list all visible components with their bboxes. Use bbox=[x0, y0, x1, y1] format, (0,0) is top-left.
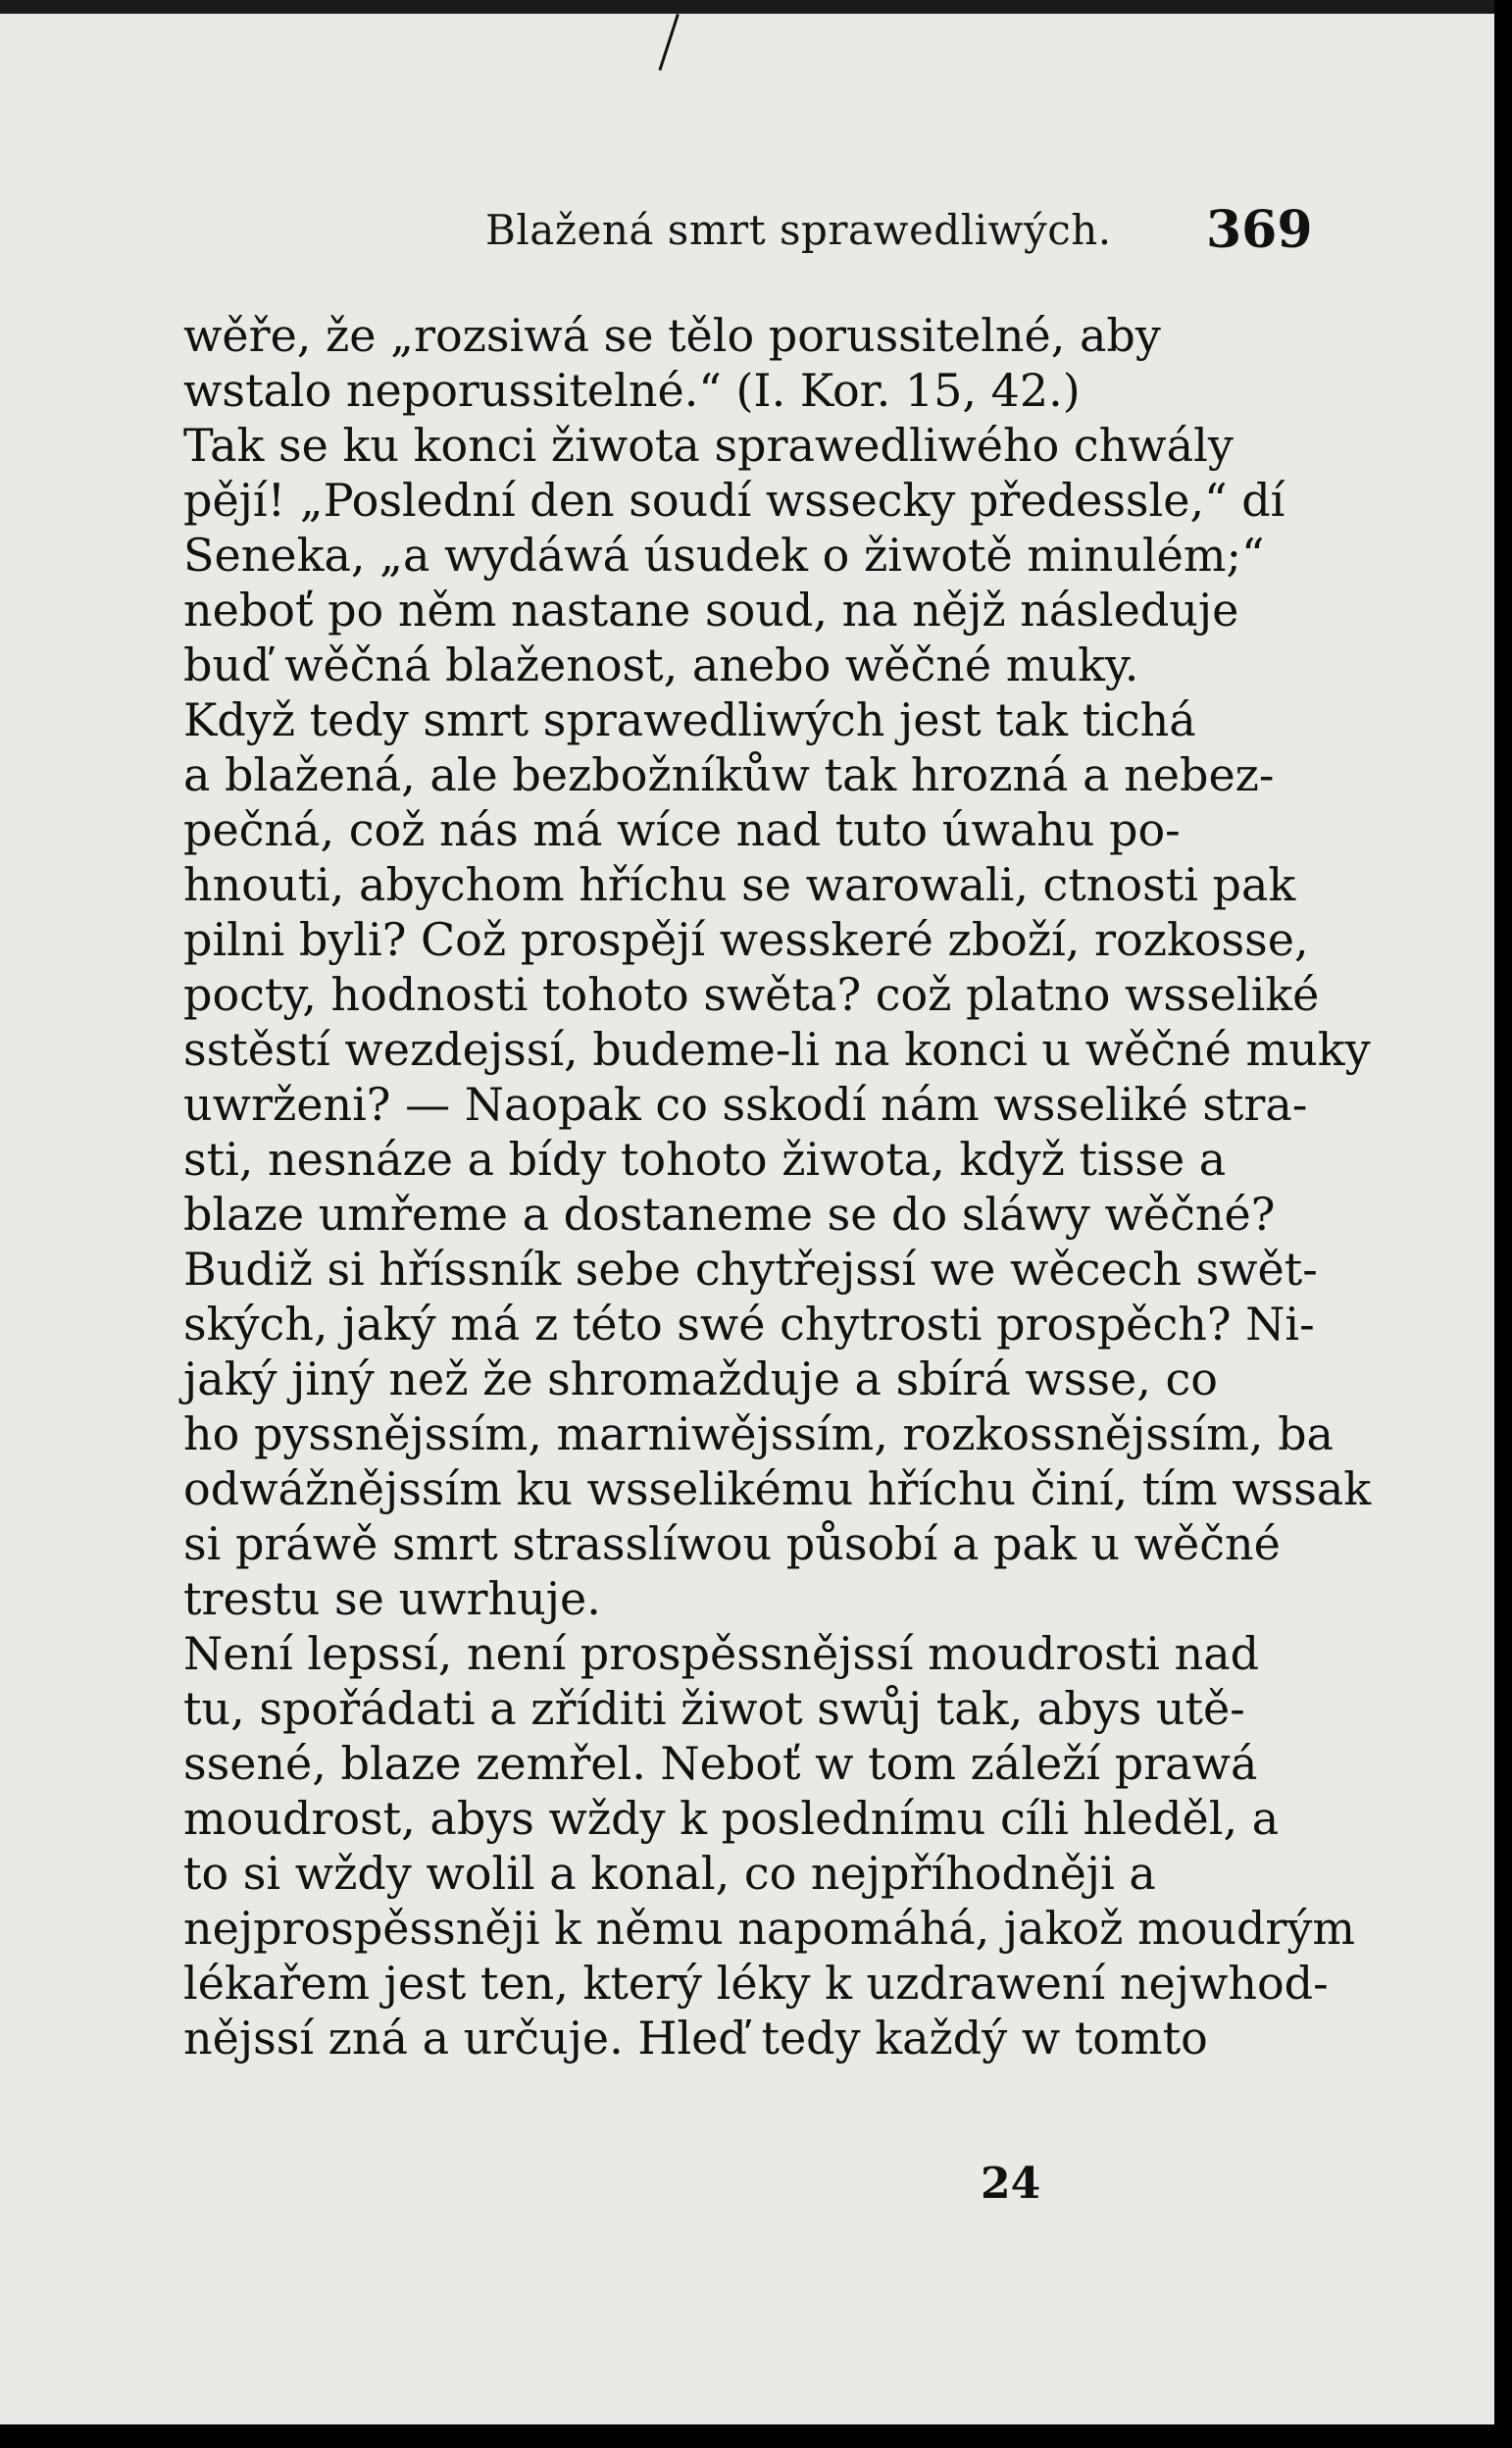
text-line: ho pyssnějssím, marniwějssím, rozkossnějssím, ba bbox=[183, 1407, 1334, 1460]
text-line: wstalo neporussitelné.“ (I. Kor. 15, 42.) bbox=[183, 364, 1081, 417]
text-line: to si wždy wolil a konal, co nejpříhodněji a bbox=[183, 1847, 1156, 1900]
body-text bbox=[183, 308, 1372, 2066]
text-line: trestu se uwrhuje. bbox=[183, 1572, 601, 1625]
signature-mark: 24 bbox=[981, 2159, 1041, 2209]
text-line: tu, spořádati a zříditi žiwot swůj tak, abys utě- bbox=[183, 1682, 1245, 1735]
text-line: pocty, hodnosti tohoto swěta? což platno wsseliké bbox=[183, 968, 1320, 1021]
text-line: si práwě smrt strasslíwou působí a pak u wěčné bbox=[183, 1517, 1281, 1570]
text-line: hnouti, abychom hříchu se warowali, ctnosti pak bbox=[183, 858, 1296, 911]
text-line: lékařem jest ten, který léky k uzdrawení nejwhod- bbox=[183, 1957, 1329, 2010]
text-line: nejprospěssněji k němu napomáhá, jakož moudrým bbox=[183, 1902, 1356, 1955]
text-line: a blažená, ale bezbožníkůw tak hrozná a nebez- bbox=[183, 748, 1275, 801]
text-line: jaký jiný než že shromažduje a sbírá wsse, co bbox=[183, 1352, 1218, 1405]
running-head: Blažená smrt sprawedliwých. bbox=[485, 206, 1112, 254]
text-line: buď wěčná blaženost, anebo wěčné muky. bbox=[183, 638, 1139, 691]
text-line: sti, nesnáze a bídy tohoto žiwota, když tisse a bbox=[183, 1133, 1227, 1186]
text-line: Seneka, „a wydáwá úsudek o žiwotě minulém;“ bbox=[183, 529, 1265, 582]
page-header bbox=[0, 200, 1494, 269]
text-line: uwrženi? — Naopak co sskodí nám wsseliké stra- bbox=[183, 1078, 1308, 1131]
text-line: pečná, což nás má wíce nad tuto úwahu po- bbox=[183, 803, 1181, 856]
text-line: pilni byli? Což prospějí wesskeré zboží, rozkosse, bbox=[183, 913, 1309, 966]
text-line: moudrost, abys wždy k poslednímu cíli hleděl, a bbox=[183, 1792, 1280, 1845]
page-tear-mark bbox=[658, 14, 688, 74]
text-line: odwážnějssím ku wsselikému hříchu činí, tím wssak bbox=[183, 1462, 1372, 1515]
text-line: Tak se ku konci žiwota sprawedliwého chwály bbox=[183, 419, 1234, 472]
text-line: ssené, blaze zemřel. Neboť w tom záleží prawá bbox=[183, 1737, 1258, 1790]
text-line: neboť po něm nastane soud, na nějž následuje bbox=[183, 584, 1239, 637]
text-line: ských, jaký má z této swé chytrosti prospěch? Ni- bbox=[183, 1298, 1315, 1351]
text-line: pějí! „Poslední den soudí wssecky předessle,“ dí bbox=[183, 474, 1285, 527]
text-line: Není lepssí, není prospěssnějssí moudrosti nad bbox=[183, 1627, 1260, 1680]
page-number: 369 bbox=[1206, 200, 1313, 260]
text-line: nějssí zná a určuje. Hleď tedy každý w tomto bbox=[183, 2012, 1208, 2065]
text-line: blaze umřeme a dostaneme se do sláwy wěčné? bbox=[183, 1188, 1276, 1241]
text-line: Když tedy smrt sprawedliwých jest tak tichá bbox=[183, 693, 1196, 746]
text-line: wěře, že „rozsiwá se tělo porussitelné, aby bbox=[183, 309, 1161, 362]
text-line: Budiž si hříssník sebe chytřejssí we wěcech swět- bbox=[183, 1243, 1318, 1296]
text-line: sstěstí wezdejssí, budeme-li na konci u wěčné muky bbox=[183, 1023, 1371, 1076]
